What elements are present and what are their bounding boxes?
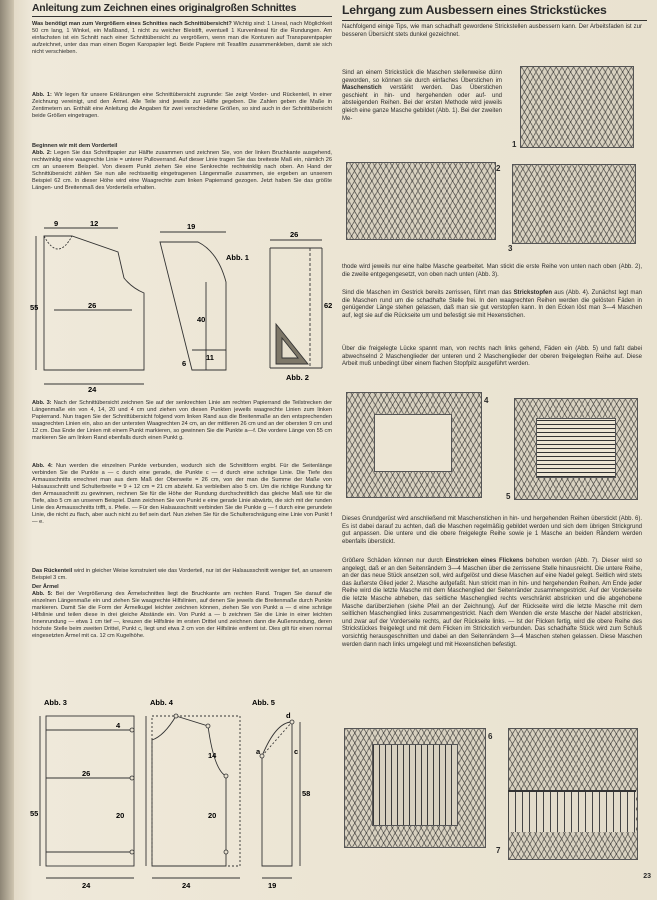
right-title: Lehrgang zum Ausbessern eines Strickstückes — [342, 3, 607, 17]
darn-threads — [536, 418, 616, 478]
abb1-lead: Abb. 1: — [32, 92, 52, 98]
knit-figure-2 — [346, 162, 496, 240]
abb3-label: Abb. 3 — [44, 698, 67, 707]
fig-num-6: 6 — [488, 732, 493, 741]
abb5-text: Bei der Vergrößerung des Ärmelschnittes liegt die Bruchkante am rechten Rand. Tragen Sie darauf die einzelnen Längenmaße ein und ziehen Sie waagrechte Hilfslinien, auf denen Sie jeweils die Breitenmaße durch Punkte markieren. Damit Sie die Form der Ärmelkugel leichter zeichnen können, ziehen Sie von Punkt a — d eine schräge Hilfslinie und teilen diese in drei gleiche Abstände ein. Von Punkt a — b zeichnen Sie die Linie in einer leichten Innenrundung — etwa 1 cm tief —, kreuzen die Hilfslinie im ersten Drittel und zeichnen dann die Außenrundung, deren höchste Stelle beim zweiten Drittel, Punkt c, liegt und etwa 2 cm von der Hilfslinie entfernt ist. Dies gilt für einen normal eingesetzten Ärmel mit ca. 12 cm Kugelhöhe. — [32, 591, 332, 639]
intro-paragraph — [32, 21, 332, 56]
fig-num-7: 7 — [496, 846, 501, 855]
abb5-lead: Abb. 5: — [32, 591, 53, 597]
p4-bold: Strickstopfen — [513, 290, 552, 296]
dim-26-abb2: 26 — [290, 230, 299, 239]
dim-62: 62 — [324, 301, 333, 310]
sleeve-paragraph — [32, 584, 332, 640]
point-d: d — [286, 711, 291, 720]
abb5-label: Abb. 5 — [252, 698, 275, 707]
pattern-diagram-abb1-abb2 — [32, 218, 332, 398]
repair-p6: Dieses Grundgerüst wird anschließend mit Maschenstichen in hin- und hergehenden Reihen überstickt (Abb. 6). Es ist dabei darauf zu achten, daß die Maschen regelmäßig gebildet werden und sich dem übrigen Strickgrund gut anpassen. Die untere und die obere freigelegte Reihe sowie je 1 Masche an beiden Rändern werden ebenfalls überstickt. — [342, 516, 642, 545]
dim-58: 58 — [302, 789, 311, 798]
dim-11: 11 — [206, 353, 214, 362]
pattern-diagram-abb3-abb5 — [32, 696, 332, 892]
abb1-label: Abb. 1 — [226, 253, 249, 262]
repair-p4 — [342, 290, 642, 320]
dim-26: 26 — [88, 301, 97, 310]
darn-hole — [374, 414, 452, 472]
repair-p3: thode wird jeweils nur eine halbe Masche gearbeitet. Man stickt die erste Reihe von unten nach oben (Abb. 2), die zweite entgegengesetzt, von oben nach unten (Abb. 3). — [342, 264, 642, 278]
point-a: a — [256, 747, 261, 756]
dim-19-abb5: 19 — [268, 881, 277, 890]
abb3-lead: Abb. 3: — [32, 400, 52, 406]
abb1-text: Wir legen für unsere Erklärungen eine Schnittübersicht zugrunde: Sie zeigt Vorder- und Rückenteil, in einer Zeichnung vereinigt, und den Ärmel. Alle Teile sind jeweils zur Hälfte gegeben. Die Zahlen geben die Maße in Zentimetern an. Enthält eine Anleitung die Angaben für zwei verschiedene Größen, so sind auch in der Schnittübersicht beide Größen eingetragen. — [32, 92, 332, 119]
fig-num-2: 2 — [496, 164, 501, 173]
p4-text-a: Sind die Maschen im Gestrick bereits zerrissen, führt man das — [342, 290, 512, 296]
back-paragraph — [32, 568, 332, 582]
p7-text-c: behoben werden (Abb. 7). Dieser wird so angelegt, daß er an den Seitenrändern 3—4 Maschen über die zerrissene Stelle hinausreicht. Die untere Reihe, an der das neue Stück ansetzen soll, wird aufgelöst und diese Maschen auf eine Nadel gelegt. Seitlich wird stets das äußerste Glied jeder 2. Masche aufgefaßt. Nun strickt man in hin- und hergehenden Reihen. Am Ende jeder Reihe wird die letzte Masche mit dem Maschenglied der Seitenränder zusammengestrickt. Auf der Vorderseite die letzte Masche abheben, das seitliche Maschenglied rechts verschränkt abstricken und die abgehobene Masche darüberziehen (siehe Pfeil an der Zeichnung). Auf der Rückseite wird die letzte Masche mit dem seitlichen Maschenglied links zusammengestrickt. Nach dem Wenden die erste Masche der Nadel abstricken, und zwar auf der Vorderseite rechts, auf der Rückseite links. — Ist der Flicken fertig, wird die obere Reihe des Strickstückes freigelegt und mit dem Flicken im Strickstich verbunden. Das schadhafte Stück wird zum Schluß vorsichtig herausgeschnitten und dabei an den Seitenrändern 3—4 Maschen stehen gelassen. Diese Maschen werden dann nach links umgelegt und mit Hexenstichen befestigt. — [342, 558, 643, 648]
intro-text: Wichtig sind: 1 Lineal, nach Möglichkeit 50 cm lang, 1 Winkel, ein Maßband, 1 nicht zu weicher Bleistift, eventuell 1 Kurvenlineal für die Rundungen. Am einfachsten ist ein Schnitt nach einer Schnittübersicht zu vergrößern, wenn man die Konturen auf Transparentpapier aufzeichnet, unter das man einen Bogen Karopapier legt. Beide Papiere mit Tesafilm zusammenkleben, damit sie sich nicht verschieben. — [32, 21, 332, 55]
back-lead: Das Rückenteil — [32, 568, 73, 574]
fig-num-3: 3 — [508, 244, 513, 253]
fig-num-4: 4 — [484, 396, 489, 405]
p7-bold: Einstricken eines Flickens — [445, 558, 524, 564]
dim-55-abb3: 55 — [30, 809, 39, 818]
knit-patch — [508, 790, 636, 832]
abb4-text: Nun werden die einzelnen Punkte verbunden, wodurch sich die Schnittform ergibt. Für die Seitenlänge verbinden Sie die Punkte a — c durch eine gerade, die Punkte c — d durch eine schräge Linie. Die Tiefe des Armausschnitts errechnet man aus dem Maß der Oberweite = 26 cm, von der man die Summe der Maße von Halsausschnitt und Schulterbreite = 9 + 12 cm = 21 cm abzieht. Es verbleiben also 5 cm. Um die richtige Rundung für den Armausschnitt zu gewinnen, rechnen Sie für die Höhe der Rundung durchschnittlich das gleiche Maß wie für die Tiefe, also 5 cm an unserem Beispiel. Dann zeichnen Sie von Punkt e eine gerade Linie abwärts, die sich mit der runden Linie des Armausschnitts trifft, s. Pfeile. — Für den Halsausschnitt verbinden Sie die Punkte g — f durch eine gerundete Linie, die nicht zu flach, aber auch nicht zu tief sein darf. Nun ziehen Sie für die Schulterschrägung eine Linie von Punkt f — e. — [32, 463, 332, 525]
dim-14-abb4: 14 — [208, 751, 217, 760]
sleeve-heading: Der Ärmel — [32, 584, 59, 590]
repair-p2 — [342, 70, 502, 123]
p4-text-c: aus (Abb. 4). Zunächst legt man die Maschen rund um die schadhafte Stelle frei. In den waagrechten Reihen werden die gelösten Fäden in genügender Länge stehen gelassen, daß man sie gut verstopfen kann. In den Ecken löst man 3—4 Maschen auf, legt sie auf die Rückseite um und befestigt sie mit Hexenstichen. — [342, 290, 642, 319]
point-c: c — [294, 747, 299, 756]
abb2-lead: Abb. 2: — [32, 150, 52, 156]
intro-question: Was benötigt man zum Vergrößern eines Schnittes nach Schnittübersicht? — [32, 21, 232, 27]
dim-12: 12 — [90, 219, 99, 228]
dim-6: 6 — [182, 359, 187, 368]
fig-num-1: 1 — [512, 140, 517, 149]
dim-9: 9 — [54, 219, 59, 228]
dim-20-abb4: 20 — [208, 811, 217, 820]
abb4-paragraph — [32, 463, 332, 526]
left-title: Anleitung zum Zeichnen eines originalgroßen Schnittes — [32, 3, 297, 14]
page-spine — [0, 0, 14, 900]
left-title-rule — [32, 16, 332, 17]
p2-text-c: verstärkt werden. Das Überstichen geschieht in hin- und hergehenden oder auf- und absteigenden Reihen. Bei der ersten Methode wird jeweils gleich eine ganze Masche gebildet (Abb. 1). Bei der zweiten Me- — [342, 85, 502, 122]
dim-24-abb4: 24 — [182, 881, 191, 890]
page-number: 23 — [643, 873, 651, 880]
dim-24: 24 — [88, 385, 97, 394]
dim-55: 55 — [30, 303, 39, 312]
p7-text-a: Größere Schäden können nur durch — [342, 558, 443, 564]
back-text: wird in gleicher Weise konstruiert wie das Vorderteil, nur ist der Halsausschnitt weniger tief, an unserem Beispiel 3 cm. — [32, 568, 332, 581]
p2-text-a: Sind an einem Strickstück die Maschen stellenweise dünn geworden, so können sie durch einfaches Überstichen im — [342, 70, 502, 84]
repair-intro: Nachfolgend einige Tips, wie man schadhaft gewordene Strickstellen ausbessern kann. Der Arbeitsfaden ist zur besseren Übersicht stets dunkel gezeichnet. — [342, 24, 642, 38]
abb3-paragraph — [32, 400, 332, 442]
knit-figure-1 — [520, 66, 634, 148]
abb1-paragraph — [32, 92, 332, 120]
abb4-lead: Abb. 4: — [32, 463, 53, 469]
knit-figure-3 — [512, 164, 636, 244]
right-title-rule — [342, 20, 647, 21]
dim-26-abb3: 26 — [82, 769, 91, 778]
abb2-label: Abb. 2 — [286, 373, 309, 382]
vorderteil-heading: Beginnen wir mit dem Vorderteil — [32, 143, 118, 149]
stitch-rows — [372, 744, 458, 826]
abb3-text: Nach der Schnittübersicht zeichnen Sie auf der senkrechten Linie am rechten Papierrand die Teilstrecken der Längenmaße ein von 4, 14, 20 und 4 cm und ziehen von diesen Punkten jeweils waagrechte Linien zum linken Papierrand. Nun tragen Sie der Schnittübersicht folgend vom linken Rand aus die Breitenmaße an den entsprechenden waagrechten Linien ein, also an der untersten Waagrechten 24 cm, an der mittleren 26 cm und an der obersten 9 cm und 12 cm. Das Ende der Linien mit einem Punkt markieren, so gewinnen Sie die Punkte a—f. Die vordere Länge von 55 cm markieren Sie am linken Rand ebenfalls durch einen Punkt g. — [32, 400, 332, 441]
fig-num-5: 5 — [506, 492, 511, 501]
dim-19: 19 — [187, 222, 196, 231]
repair-p5: Über die freigelegte Lücke spannt man, von rechts nach links gehend, Fäden ein (Abb. 5) und faßt dabei abwechselnd 2 Maschenglieder der unteren und 2 Maschenglieder der oberen freigelegten Reihe auf. Diese Arbeit muß unbedingt über einem flachen Stopfpilz ausgeführt werden. — [342, 346, 642, 368]
repair-p7 — [342, 558, 642, 649]
p2-bold: Maschenstich — [342, 85, 382, 92]
dim-24-abb3: 24 — [82, 881, 91, 890]
vorderteil-paragraph — [32, 143, 332, 192]
abb4-label: Abb. 4 — [150, 698, 173, 707]
abb2-text: Legen Sie das Schnittpapier zur Hälfte zusammen und zeichnen Sie, von der linken Bruchkante ausgehend, rechtwinklig eine waagrechte Linie = unterer Pulloverrand. Auf dieser Linie tragen Sie das breiteste Maß ein, nämlich 26 cm an unserem Beispiel. Von diesem Punkt ziehen Sie eine Senkrechte rechtwinklig nach oben. An Hand der Schnittübersicht zählen Sie nun alle rechtsseitig eingetragenen Längenmaße zusammen, sie ergeben an unserem Beispiel 62 cm. In dieser Höhe wird eine Waagrechte zum linken Papierrand gezogen. Jetzt haben Sie das größte Längen- und Breitenmaß des Vorderteils erhalten. — [32, 150, 332, 191]
dim-4-abb3: 4 — [116, 721, 121, 730]
dim-20-abb3: 20 — [116, 811, 125, 820]
dim-40: 40 — [197, 315, 206, 324]
